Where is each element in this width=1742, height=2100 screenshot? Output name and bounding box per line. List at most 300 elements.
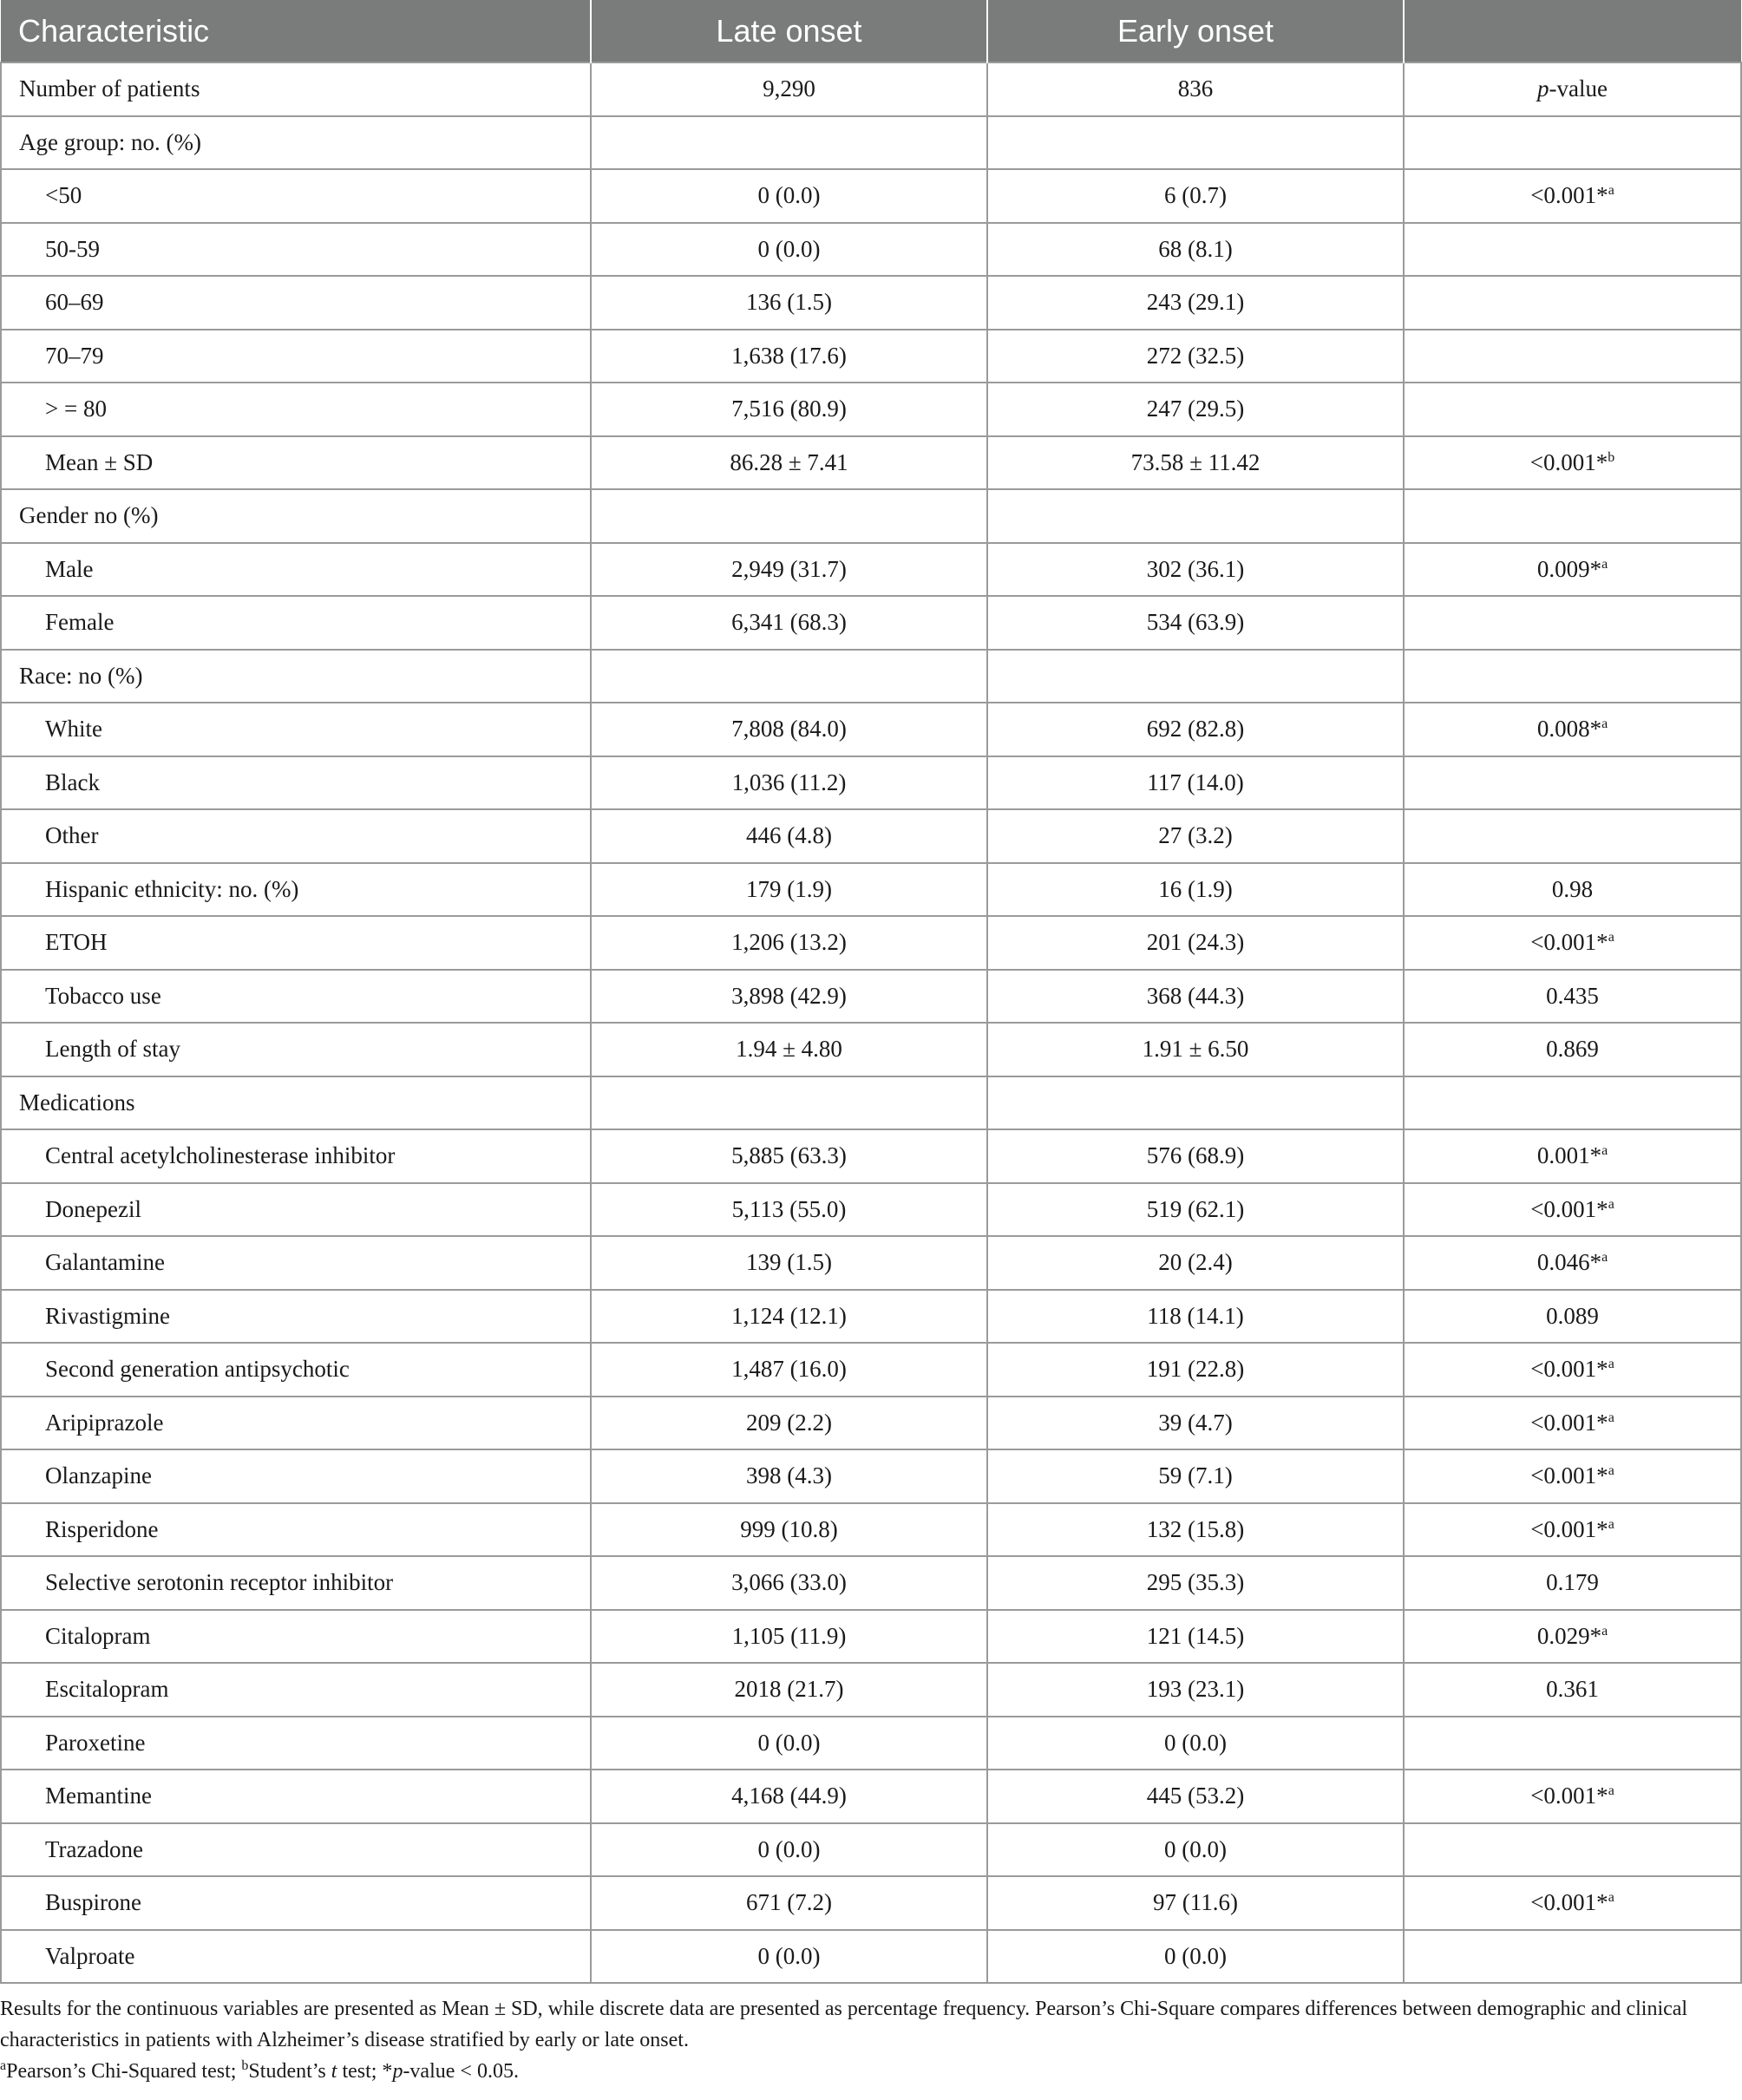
cell-late-onset: [591, 1236, 987, 1290]
cell-early-onset-text: 193 (23.1): [1146, 1676, 1245, 1703]
cell-early-onset-text: 132 (15.8): [1146, 1515, 1245, 1542]
cell-p-value-text: <0.001*: [1530, 1462, 1608, 1489]
cell-early-onset: [987, 1397, 1404, 1450]
cell-early-onset: [987, 650, 1404, 703]
cell-late-onset: [591, 863, 987, 917]
cell-early-onset: [987, 489, 1404, 543]
cell-p-value: [1404, 1236, 1741, 1290]
header-row: [1, 0, 1741, 62]
cell-p-value: [1404, 863, 1741, 917]
cell-early-onset: [987, 1770, 1404, 1823]
cell-p-value-text: 0.869: [1546, 1036, 1599, 1063]
cell-p-value-text: 0.179: [1546, 1569, 1599, 1596]
cell-early-onset: [987, 169, 1404, 223]
cell-characteristic: [1, 1610, 591, 1664]
cell-early-onset: [987, 1663, 1404, 1717]
cell-late-onset-text: 1,036 (11.2): [731, 769, 847, 795]
cell-characteristic: [1, 916, 591, 970]
cell-early-onset-text: 519 (62.1): [1146, 1195, 1245, 1222]
cell-characteristic-text: Risperidone: [45, 1515, 159, 1542]
cell-characteristic-text: Citalopram: [45, 1622, 151, 1649]
cell-p-value: [1404, 1610, 1741, 1664]
cell-late-onset: [591, 650, 987, 703]
cell-p-value: [1404, 1343, 1741, 1397]
footnote-text-c: test; *: [337, 2060, 393, 2083]
cell-characteristic: [1, 596, 591, 650]
table-row: [1, 1397, 1741, 1450]
table-row: [1, 543, 1741, 597]
cell-characteristic-text: 70–79: [45, 342, 104, 369]
cell-characteristic-text: Hispanic ethnicity: no. (%): [45, 875, 299, 902]
table-row: [1, 1076, 1741, 1130]
cell-p-value-text: <0.001*: [1530, 1356, 1608, 1383]
table-row: [1, 1503, 1741, 1557]
cell-characteristic: [1, 1503, 591, 1557]
cell-p-value: [1404, 1770, 1741, 1823]
cell-characteristic: [1, 703, 591, 756]
cell-late-onset: [591, 330, 987, 383]
cell-late-onset: [591, 916, 987, 970]
cell-late-onset: [591, 1556, 987, 1610]
cell-late-onset: [591, 436, 987, 490]
cell-late-onset: [591, 1503, 987, 1557]
cell-late-onset: [591, 1717, 987, 1770]
significance-sup: a: [1601, 716, 1608, 732]
cell-early-onset-text: 243 (29.1): [1146, 289, 1245, 316]
cell-characteristic-text: Female: [45, 609, 115, 636]
cell-late-onset-text: 1,487 (16.0): [731, 1356, 847, 1383]
cell-p-value: [1404, 1556, 1741, 1610]
cell-early-onset: [987, 809, 1404, 863]
table-row: [1, 330, 1741, 383]
cell-characteristic: [1, 330, 591, 383]
table-row: [1, 596, 1741, 650]
cell-late-onset-text: 1,124 (12.1): [731, 1302, 847, 1329]
cell-late-onset-text: 0 (0.0): [757, 182, 821, 209]
cell-late-onset-text: 5,113 (55.0): [731, 1195, 847, 1222]
cell-characteristic-text: Medications: [19, 1089, 135, 1115]
cell-late-onset: [591, 1290, 987, 1344]
cell-p-value: [1404, 276, 1741, 330]
cell-p-value: [1404, 1663, 1741, 1717]
significance-sup: a: [1608, 1783, 1614, 1799]
cell-p-value: [1404, 1023, 1741, 1076]
cell-early-onset-text: 0 (0.0): [1164, 1835, 1227, 1862]
cell-p-value: [1404, 703, 1741, 756]
cell-characteristic-text: Black: [45, 769, 100, 795]
cell-characteristic-text: Memantine: [45, 1783, 152, 1809]
cell-p-value: [1404, 1290, 1741, 1344]
table-row: [1, 1183, 1741, 1237]
cell-characteristic: [1, 1023, 591, 1076]
cell-late-onset: [591, 1610, 987, 1664]
cell-early-onset: [987, 1183, 1404, 1237]
cell-p-value: [1404, 970, 1741, 1024]
cell-characteristic-text: Rivastigmine: [45, 1302, 170, 1329]
cell-p-value: [1404, 169, 1741, 223]
table-row: [1, 916, 1741, 970]
cell-late-onset-text: 0 (0.0): [757, 1729, 821, 1756]
cell-p-value-text: 0.089: [1546, 1302, 1599, 1329]
cell-characteristic-text: Second generation antipsychotic: [45, 1356, 350, 1383]
cell-p-value: [1404, 1397, 1741, 1450]
cell-late-onset-text: 0 (0.0): [757, 235, 821, 262]
cell-early-onset: [987, 1343, 1404, 1397]
table-row: [1, 1663, 1741, 1717]
cell-early-onset: [987, 1930, 1404, 1984]
significance-sup: a: [1608, 183, 1614, 199]
cell-early-onset-text: 59 (7.1): [1158, 1462, 1233, 1489]
table-row: [1, 756, 1741, 810]
significance-sup: a: [1601, 1623, 1608, 1639]
cell-late-onset: [591, 489, 987, 543]
cell-late-onset-text: 1,105 (11.9): [731, 1622, 847, 1649]
cell-late-onset-text: 1.94 ± 4.80: [736, 1036, 842, 1063]
cell-late-onset: [591, 1876, 987, 1930]
cell-p-value: [1404, 1823, 1741, 1877]
cell-characteristic: [1, 436, 591, 490]
footnote-p-italic: p: [392, 2060, 403, 2083]
table-row: [1, 863, 1741, 917]
cell-characteristic-text: ETOH: [45, 929, 108, 956]
significance-sup: b: [1608, 449, 1615, 465]
cell-p-value: [1404, 809, 1741, 863]
cell-characteristic-text: Buspirone: [45, 1889, 141, 1916]
cell-p-value: [1404, 436, 1741, 490]
cell-p-value: [1404, 543, 1741, 597]
cell-early-onset: [987, 1129, 1404, 1183]
cell-characteristic: [1, 756, 591, 810]
cell-characteristic-text: Tobacco use: [45, 982, 161, 1009]
cell-p-value-text: <0.001*: [1530, 182, 1608, 209]
cell-characteristic: [1, 1876, 591, 1930]
cell-early-onset-text: 302 (36.1): [1146, 555, 1245, 582]
significance-sup: a: [1608, 1516, 1614, 1532]
cell-p-value: [1404, 1449, 1741, 1503]
footnote-legend: [0, 2056, 1740, 2087]
cell-early-onset-text: 97 (11.6): [1153, 1889, 1238, 1916]
cell-p-value: p-value: [1404, 62, 1741, 116]
cell-early-onset: [987, 276, 1404, 330]
cell-late-onset: [591, 1397, 987, 1450]
cell-characteristic-text: 60–69: [45, 289, 104, 316]
cell-characteristic-text: Mean ± SD: [45, 448, 154, 475]
cell-early-onset-text: 191 (22.8): [1146, 1356, 1245, 1383]
cell-p-value: [1404, 116, 1741, 170]
table-row: [1, 383, 1741, 436]
cell-early-onset: [987, 596, 1404, 650]
cell-p-value: [1404, 383, 1741, 436]
cell-late-onset: [591, 543, 987, 597]
cell-p-value: [1404, 223, 1741, 277]
cell-late-onset: [591, 703, 987, 756]
cell-early-onset-text: 272 (32.5): [1146, 342, 1245, 369]
cell-characteristic: [1, 1823, 591, 1877]
cell-characteristic-text: 50-59: [45, 235, 100, 262]
significance-sup: a: [1608, 1890, 1614, 1906]
cell-early-onset-text: 121 (14.5): [1146, 1622, 1245, 1649]
cell-characteristic-text: Olanzapine: [45, 1462, 152, 1489]
cell-p-value-text: 0.001*: [1536, 1142, 1602, 1169]
table-row: [1, 1449, 1741, 1503]
cell-p-value-text: <0.001*: [1530, 1889, 1608, 1916]
cell-early-onset-text: 368 (44.3): [1146, 982, 1245, 1009]
cell-late-onset: [591, 809, 987, 863]
cell-characteristic-text: White: [45, 716, 102, 743]
cell-late-onset-text: 3,898 (42.9): [731, 982, 847, 1009]
table-row: [1, 1876, 1741, 1930]
table-row: [1, 703, 1741, 756]
cell-p-value-text: 0.98: [1551, 875, 1594, 902]
cell-early-onset: [987, 330, 1404, 383]
table-row: [1, 1717, 1741, 1770]
cell-early-onset-text: 1.91 ± 6.50: [1142, 1036, 1249, 1063]
cell-characteristic: [1, 223, 591, 277]
table-row: [1, 809, 1741, 863]
table-row: [1, 116, 1741, 170]
cell-late-onset-text: 446 (4.8): [746, 822, 832, 849]
cell-late-onset: [591, 970, 987, 1024]
cell-early-onset-text: 692 (82.8): [1146, 716, 1245, 743]
cell-early-onset-text: 0 (0.0): [1164, 1729, 1227, 1756]
cell-late-onset-text: 1,206 (13.2): [731, 929, 847, 956]
cell-early-onset-text: 117 (14.0): [1147, 769, 1244, 795]
footnote-text-a: Pearson’s Chi-Squared test;: [6, 2060, 242, 2083]
table-row: [1, 1610, 1741, 1664]
cell-characteristic-text: Male: [45, 555, 94, 582]
cell-late-onset-text: 3,066 (33.0): [731, 1569, 847, 1596]
cell-late-onset-text: 5,885 (63.3): [731, 1142, 847, 1169]
cell-early-onset-text: 27 (3.2): [1158, 822, 1233, 849]
header-early-onset: Early onset: [987, 0, 1404, 62]
cell-characteristic: [1, 1343, 591, 1397]
cell-late-onset: [591, 1343, 987, 1397]
cell-p-value: [1404, 1876, 1741, 1930]
footnotes: [0, 1993, 1740, 2087]
cell-characteristic: [1, 1556, 591, 1610]
cell-late-onset: [591, 1930, 987, 1984]
table-row: [1, 276, 1741, 330]
cell-late-onset-text: 398 (4.3): [746, 1462, 832, 1489]
table-row: [1, 489, 1741, 543]
cell-late-onset: [591, 1449, 987, 1503]
cell-characteristic-text: <50: [45, 182, 82, 209]
significance-sup: a: [1608, 1410, 1614, 1425]
cell-late-onset: [591, 1183, 987, 1237]
cell-early-onset: [987, 116, 1404, 170]
cell-characteristic: [1, 1183, 591, 1237]
cell-early-onset: [987, 1823, 1404, 1877]
cell-characteristic-text: Gender no (%): [19, 502, 159, 529]
cell-early-onset-text: 0 (0.0): [1164, 1942, 1227, 1969]
cell-characteristic: [1, 863, 591, 917]
cell-early-onset: [987, 383, 1404, 436]
cell-p-value-text: 0.009*: [1536, 555, 1602, 582]
cell-characteristic: [1, 1290, 591, 1344]
header-empty: [1404, 0, 1741, 62]
table-body: [1, 62, 1741, 1983]
cell-late-onset: [591, 62, 987, 116]
footnote-text-d: -value < 0.05.: [403, 2060, 519, 2083]
cell-characteristic: [1, 62, 591, 116]
cell-characteristic-text: Donepezil: [45, 1195, 141, 1222]
cell-p-value: [1404, 596, 1741, 650]
table-row: [1, 1823, 1741, 1877]
cell-p-value: [1404, 1717, 1741, 1770]
significance-sup: a: [1608, 1463, 1614, 1479]
cell-characteristic: [1, 650, 591, 703]
footnote-sup-a: a: [0, 2058, 7, 2073]
cell-characteristic-text: Race: no (%): [19, 662, 143, 689]
cell-characteristic-text: Trazadone: [45, 1835, 143, 1862]
p-italic: p: [1537, 75, 1549, 102]
cell-p-value: [1404, 1503, 1741, 1557]
table-row: [1, 1770, 1741, 1823]
cell-late-onset-text: 209 (2.2): [746, 1409, 832, 1436]
table-row: [1, 223, 1741, 277]
significance-sup: a: [1601, 1250, 1608, 1266]
cell-late-onset-text: 0 (0.0): [757, 1835, 821, 1862]
cell-late-onset: [591, 596, 987, 650]
cell-characteristic-text: Valproate: [45, 1942, 135, 1969]
table-row: [1, 436, 1741, 490]
cell-characteristic-text: Aripiprazole: [45, 1409, 164, 1436]
cell-late-onset-text: 0 (0.0): [757, 1942, 821, 1969]
table-row: [1, 62, 1741, 116]
cell-characteristic: [1, 1449, 591, 1503]
cell-early-onset: [987, 916, 1404, 970]
cell-late-onset: [591, 1023, 987, 1076]
significance-sup: a: [1608, 1357, 1614, 1372]
cell-early-onset-text: 534 (63.9): [1146, 609, 1245, 636]
cell-characteristic: [1, 116, 591, 170]
cell-early-onset-text: 118 (14.1): [1147, 1302, 1244, 1329]
cell-early-onset: [987, 1023, 1404, 1076]
table-row: [1, 1236, 1741, 1290]
cell-early-onset: [987, 1076, 1404, 1130]
significance-sup: a: [1601, 556, 1608, 572]
cell-characteristic-text: Escitalopram: [45, 1676, 169, 1703]
cell-characteristic-text: Number of patients: [19, 75, 200, 102]
cell-p-value: [1404, 489, 1741, 543]
cell-early-onset: [987, 1717, 1404, 1770]
cell-early-onset-text: 20 (2.4): [1158, 1249, 1233, 1276]
cell-p-value: [1404, 1183, 1741, 1237]
cell-p-value: [1404, 1129, 1741, 1183]
cell-late-onset: [591, 116, 987, 170]
header-characteristic: Characteristic: [1, 0, 591, 62]
cell-characteristic: [1, 1930, 591, 1984]
cell-p-value-text: <0.001*: [1529, 448, 1608, 475]
cell-late-onset-text: 1,638 (17.6): [731, 342, 847, 369]
significance-sup: a: [1608, 930, 1614, 945]
cell-p-value-text: <0.001*: [1530, 1783, 1608, 1809]
cell-late-onset-text: 86.28 ± 7.41: [730, 448, 848, 475]
cell-characteristic: [1, 1770, 591, 1823]
cell-early-onset: [987, 1876, 1404, 1930]
cell-late-onset-text: 4,168 (44.9): [731, 1783, 847, 1809]
table-row: [1, 1343, 1741, 1397]
cell-late-onset-text: 671 (7.2): [746, 1889, 832, 1916]
cell-late-onset: [591, 1663, 987, 1717]
cell-p-value: [1404, 916, 1741, 970]
cell-late-onset: [591, 1823, 987, 1877]
cell-early-onset: [987, 1449, 1404, 1503]
cell-late-onset: [591, 169, 987, 223]
header-late-onset: Late onset: [591, 0, 987, 62]
cell-early-onset: [987, 436, 1404, 490]
cell-characteristic: [1, 1397, 591, 1450]
cell-late-onset-text: 6,341 (68.3): [731, 609, 847, 636]
cell-p-value-text: <0.001*: [1530, 1409, 1608, 1436]
cell-characteristic-text: Central acetylcholinesterase inhibitor: [45, 1142, 396, 1169]
cell-early-onset: [987, 1556, 1404, 1610]
cell-late-onset: [591, 756, 987, 810]
cell-late-onset: [591, 1129, 987, 1183]
cell-early-onset-text: 445 (53.2): [1146, 1783, 1245, 1809]
cell-p-value: [1404, 1930, 1741, 1984]
cell-early-onset-text: 16 (1.9): [1158, 875, 1233, 902]
cell-p-value-text: 0.361: [1546, 1676, 1599, 1703]
cell-p-value: [1404, 756, 1741, 810]
cell-late-onset-text: 2018 (21.7): [734, 1676, 844, 1703]
cell-early-onset-text: 6 (0.7): [1164, 182, 1227, 209]
footnote-main: Results for the continuous variables are presented as Mean ± SD, while discrete data are presented as percentage frequency. Pearson’s Chi-Square compares differences between demographic and clinical characteristics in patients with Alzheimer’s disease stratified by early or late onset.: [0, 1998, 1688, 2051]
cell-characteristic: [1, 1717, 591, 1770]
cell-early-onset: [987, 756, 1404, 810]
cell-characteristic: [1, 169, 591, 223]
cell-characteristic: [1, 383, 591, 436]
cell-early-onset-text: 201 (24.3): [1146, 929, 1245, 956]
cell-p-value: [1404, 1076, 1741, 1130]
cell-characteristic-text: Paroxetine: [45, 1729, 146, 1756]
cell-characteristic: [1, 1663, 591, 1717]
cell-characteristic: [1, 1129, 591, 1183]
cell-early-onset-text: 576 (68.9): [1146, 1142, 1245, 1169]
cell-early-onset-text: 295 (35.3): [1146, 1569, 1245, 1596]
cell-late-onset-text: 2,949 (31.7): [731, 555, 847, 582]
cell-early-onset-text: 836: [1177, 75, 1214, 102]
table-row: [1, 1930, 1741, 1984]
footnote-text-b: Student’s: [248, 2060, 331, 2083]
cell-late-onset-text: 179 (1.9): [746, 875, 832, 902]
cell-early-onset-text: 39 (4.7): [1158, 1409, 1233, 1436]
table-row: [1, 970, 1741, 1024]
cell-late-onset-text: 9,290: [763, 75, 815, 102]
cell-characteristic: [1, 1076, 591, 1130]
cell-early-onset: [987, 970, 1404, 1024]
cell-characteristic-text: Age group: no. (%): [19, 128, 201, 155]
cell-late-onset: [591, 276, 987, 330]
cell-late-onset-text: 136 (1.5): [746, 289, 832, 316]
cell-late-onset: [591, 383, 987, 436]
footnote-sup-b: b: [241, 2058, 249, 2073]
cell-early-onset: [987, 1503, 1404, 1557]
cell-p-value: [1404, 650, 1741, 703]
cell-characteristic: [1, 276, 591, 330]
table-row: [1, 650, 1741, 703]
cell-early-onset: [987, 543, 1404, 597]
cell-early-onset-text: 68 (8.1): [1158, 235, 1233, 262]
cell-characteristic-text: Length of stay: [45, 1036, 180, 1063]
cell-p-value-text: <0.001*: [1530, 1515, 1608, 1542]
cell-p-value-text: 0.435: [1546, 982, 1599, 1009]
cell-early-onset-text: 247 (29.5): [1146, 396, 1245, 422]
cell-early-onset: [987, 1236, 1404, 1290]
cell-early-onset: [987, 863, 1404, 917]
cell-characteristic: [1, 543, 591, 597]
cell-characteristic: [1, 970, 591, 1024]
